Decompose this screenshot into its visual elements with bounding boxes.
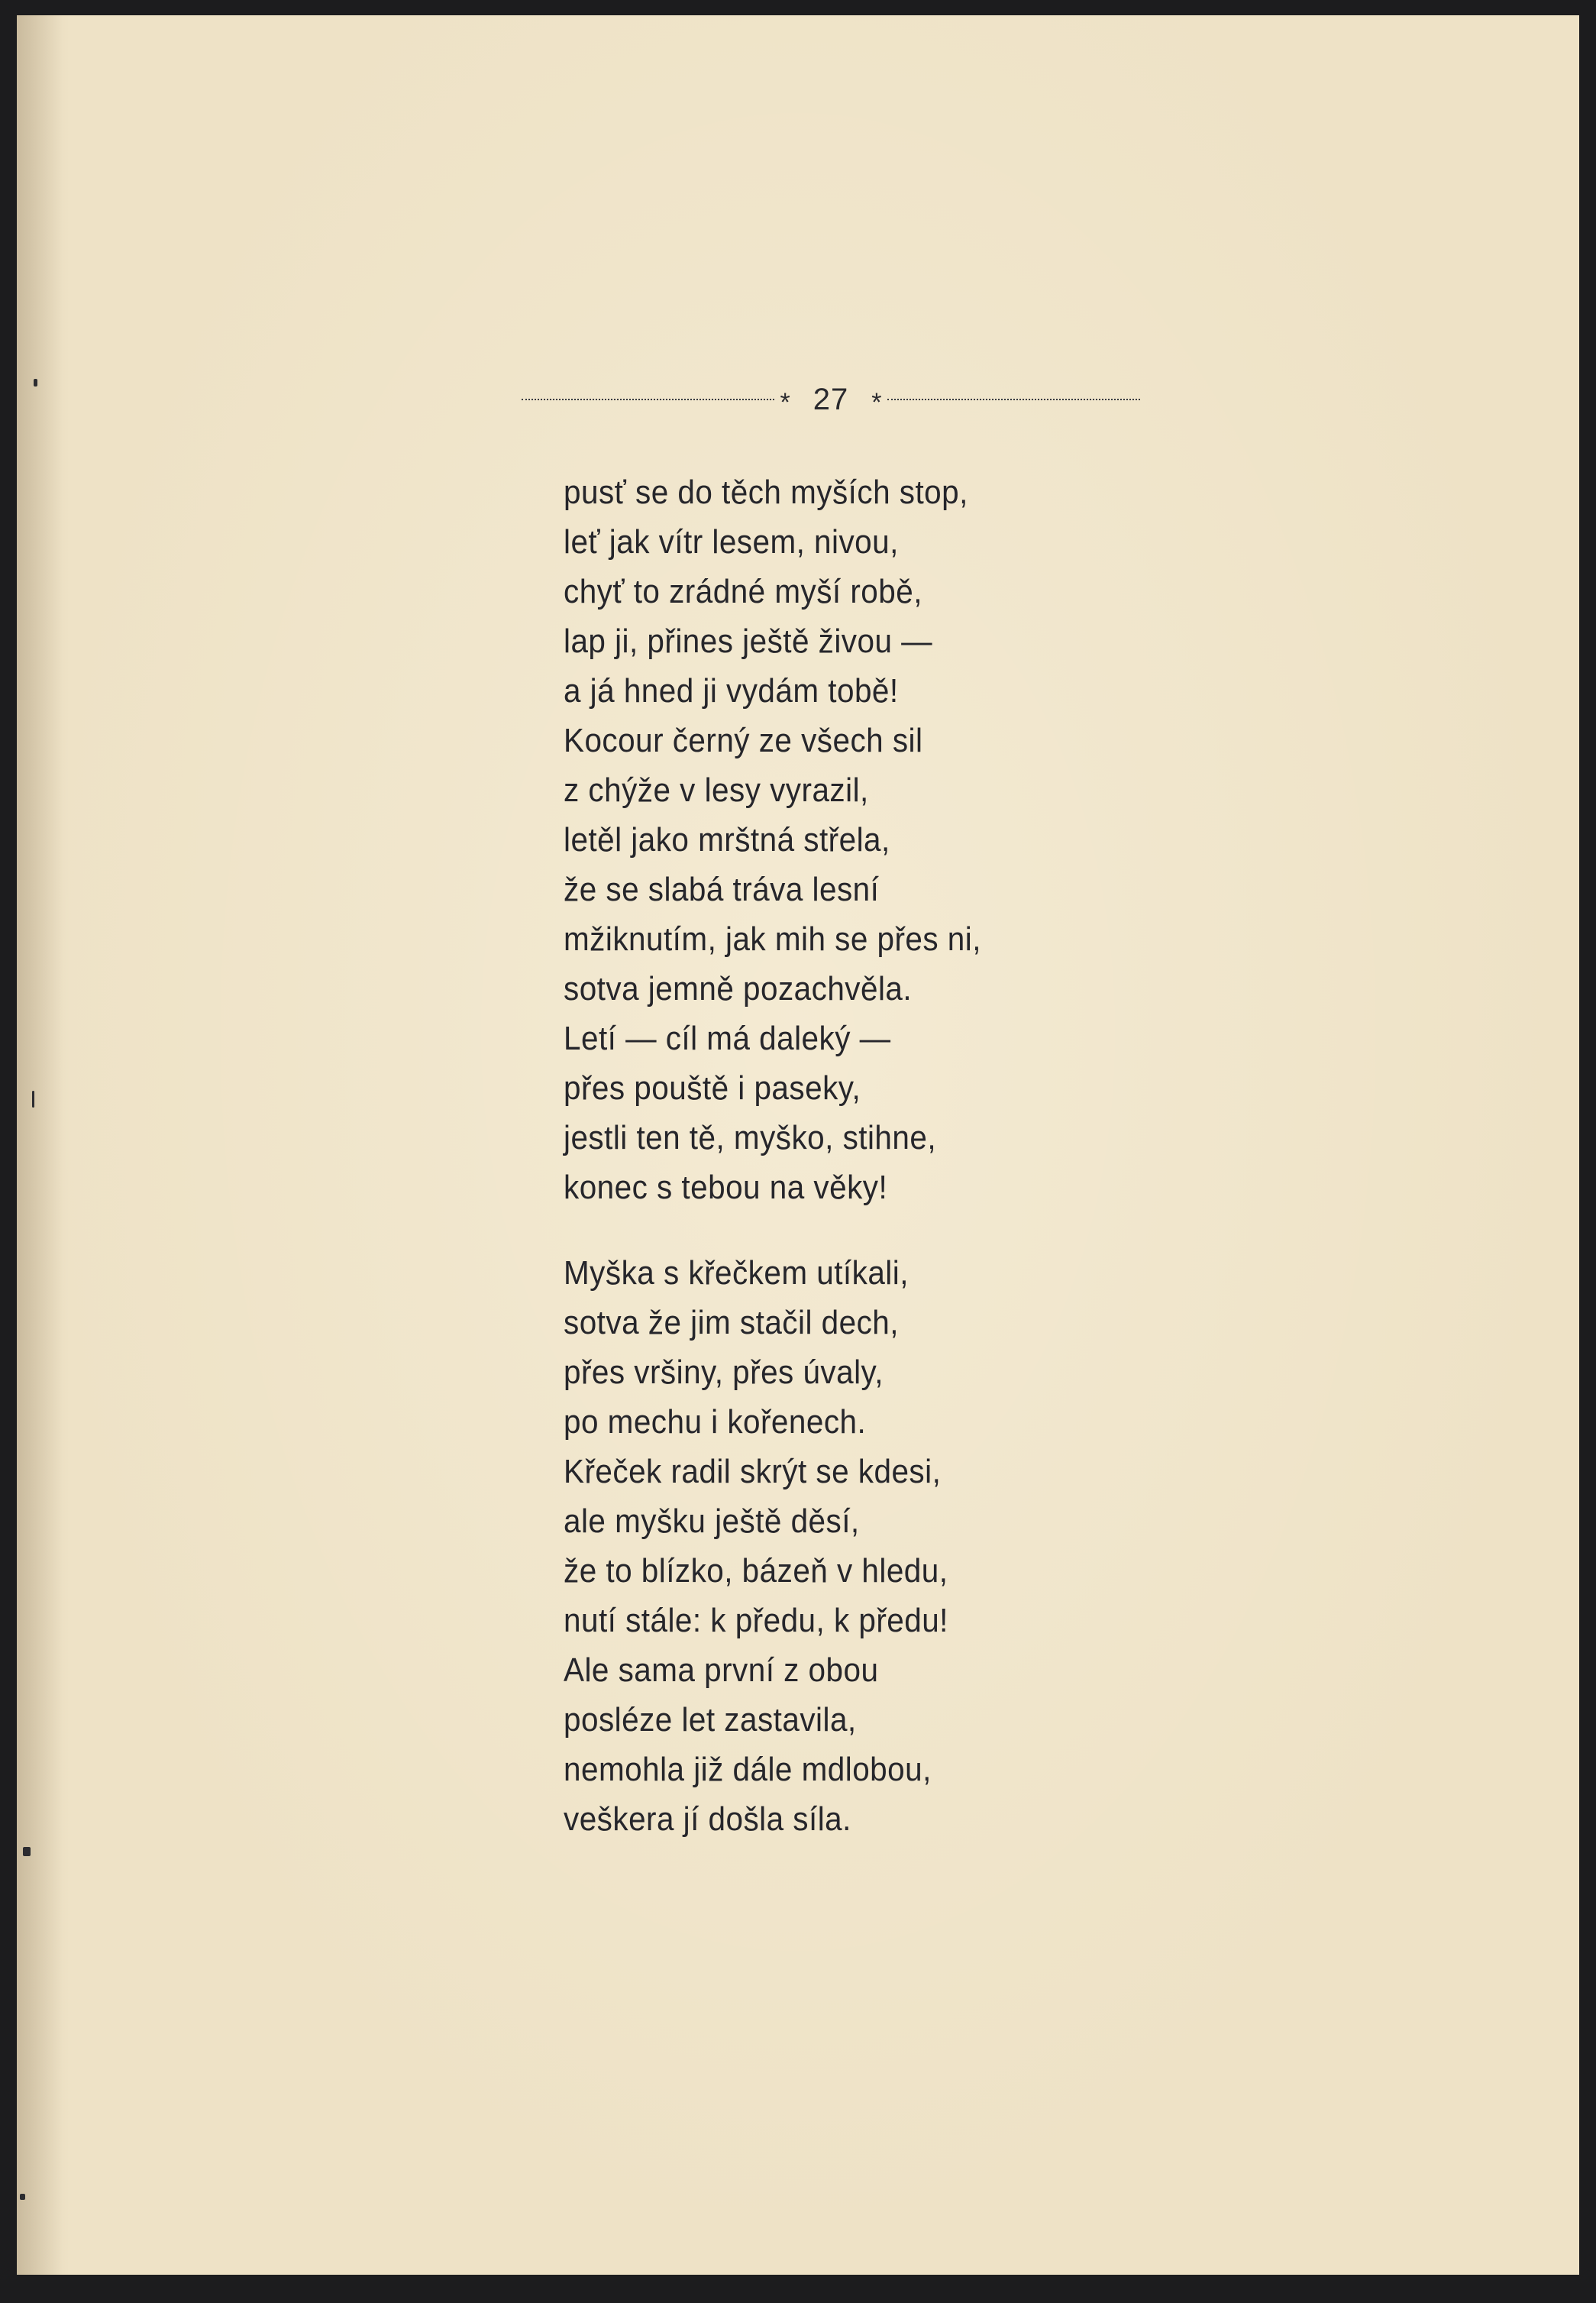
margin-speck [32, 1091, 34, 1108]
verse-line: veškera jí došla síla. [564, 1800, 851, 1838]
margin-speck [34, 379, 37, 387]
star-ornament-left: * [780, 388, 790, 417]
verse-line: konec s tebou na věky! [564, 1169, 888, 1206]
page-header [522, 380, 1140, 419]
verse-line: Letí — cíl má daleký — [564, 1020, 891, 1057]
verse-line: přes pouště i paseky, [564, 1069, 861, 1107]
verse-line: leť jak vítr lesem, nivou, [564, 523, 899, 561]
verse-line: jestli ten tě, myško, stihne, [564, 1119, 937, 1156]
margin-speck [23, 1847, 31, 1856]
verse-line: a já hned ji vydám tobě! [564, 672, 899, 710]
verse-line: Myška s křečkem utíkali, [564, 1254, 909, 1292]
verse-line: po mechu i kořenech. [564, 1403, 867, 1441]
header-rule-right [887, 399, 1140, 400]
verse-line: že to blízko, bázeň v hledu, [564, 1552, 948, 1590]
verse-line: pusť se do těch myších stop, [564, 474, 968, 511]
verse-line: přes vršiny, přes úvaly, [564, 1354, 884, 1391]
page-number: 27 [813, 382, 849, 416]
verse-line: lap ji, přines ještě živou — [564, 623, 933, 660]
verse-line: nemohla již dále mdlobou, [564, 1751, 932, 1788]
verse-line: z chýže v lesy vyrazil, [564, 771, 869, 809]
verse-line: posléze let zastavila, [564, 1701, 857, 1739]
verse-line: nutí stále: k předu, k předu! [564, 1602, 948, 1639]
verse-line: mžiknutím, jak mih se přes ni, [564, 920, 981, 958]
stanza-1 [564, 467, 1327, 1212]
verse-line: ale myšku ještě děsí, [564, 1502, 860, 1540]
poem-text [564, 467, 1327, 1844]
verse-line: sotva že jim stačil dech, [564, 1304, 899, 1341]
verse-line: Ale sama první z obou [564, 1651, 879, 1689]
gutter-shadow [17, 15, 63, 2275]
verse-line: letěl jako mrštná střela, [564, 821, 890, 859]
stanza-2 [564, 1248, 1327, 1844]
verse-line: Kocour černý ze všech sil [564, 722, 923, 759]
header-rule-left [522, 399, 774, 400]
star-ornament-right: * [871, 388, 882, 417]
verse-line: chyť to zrádné myší robě, [564, 573, 922, 610]
verse-line: Křeček radil skrýt se kdesi, [564, 1453, 942, 1490]
verse-line: že se slabá tráva lesní [564, 871, 880, 908]
verse-line: sotva jemně pozachvěla. [564, 970, 913, 1008]
margin-speck [20, 2194, 25, 2200]
